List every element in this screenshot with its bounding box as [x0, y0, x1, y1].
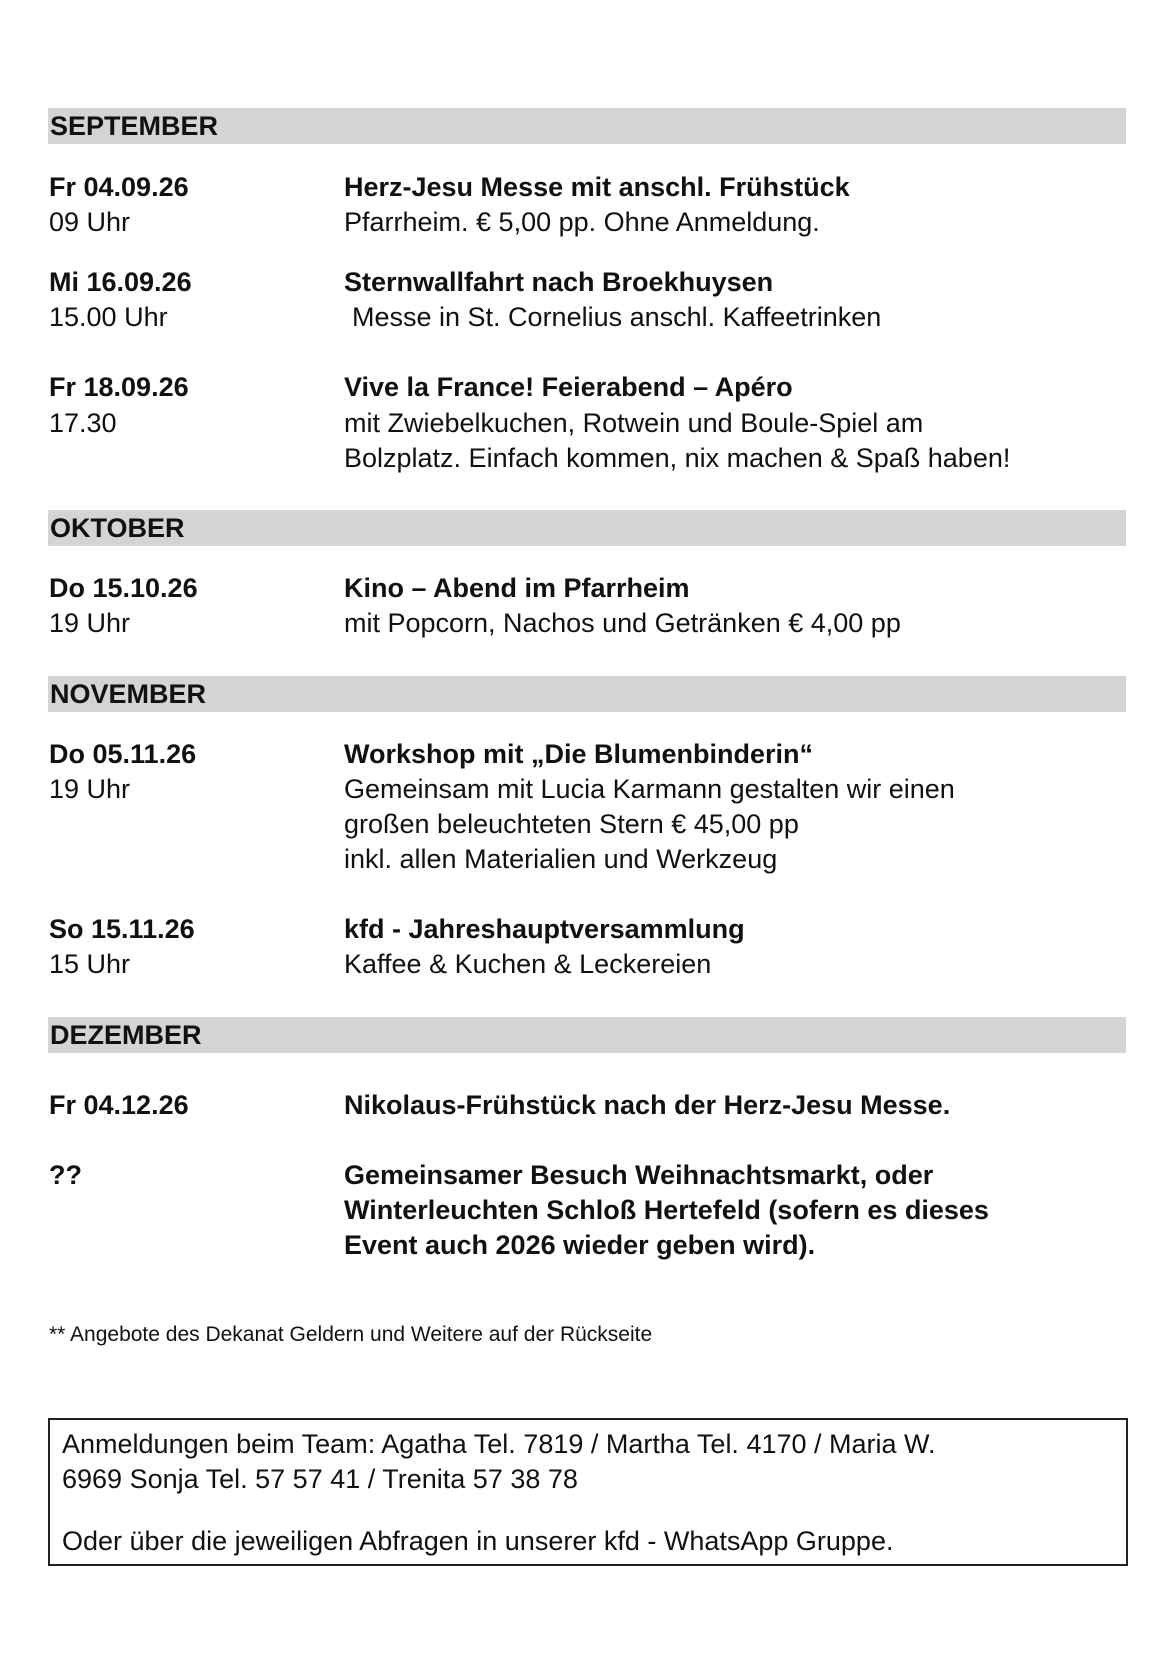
event-detail: Kaffee & Kuchen & Leckereien: [344, 949, 712, 979]
event-detail: inkl. allen Materialien und Werkzeug: [344, 844, 778, 874]
contact-line: Anmeldungen beim Team: Agatha Tel. 7819 / Martha Tel. 4170 / Maria W.: [62, 1429, 936, 1459]
event-time: 09 Uhr: [49, 207, 131, 237]
event-title: Vive la France! Feierabend – Apéro: [344, 372, 793, 402]
event-date: Fr 04.09.26: [49, 172, 189, 202]
event-time: 19 Uhr: [49, 608, 131, 638]
contact-line: Oder über die jeweiligen Abfragen in unserer kfd - WhatsApp Gruppe.: [62, 1526, 894, 1556]
event-time: 15.00 Uhr: [49, 302, 168, 332]
event-detail: Pfarrheim. € 5,00 pp. Ohne Anmeldung.: [344, 207, 820, 237]
event-title: Winterleuchten Schloß Hertefeld (sofern es dieses: [344, 1195, 989, 1225]
event-detail: Gemeinsam mit Lucia Karmann gestalten wir einen: [344, 774, 955, 804]
event-date: Mi 16.09.26: [49, 267, 192, 297]
footnote: ** Angebote des Dekanat Geldern und Weitere auf der Rückseite: [49, 1323, 653, 1346]
event-title: Workshop mit „Die Blumenbinderin“: [344, 739, 814, 769]
event-date: Fr 18.09.26: [49, 372, 189, 402]
event-date: Fr 04.12.26: [49, 1090, 189, 1120]
event-title: Gemeinsamer Besuch Weihnachtsmarkt, oder: [344, 1160, 934, 1190]
contact-box: [48, 1418, 1128, 1566]
event-time: 15 Uhr: [49, 949, 131, 979]
event-title: Nikolaus-Frühstück nach der Herz-Jesu Messe.: [344, 1090, 951, 1120]
event-date: So 15.11.26: [49, 914, 195, 944]
event-detail: Bolzplatz. Einfach kommen, nix machen & Spaß haben!: [344, 443, 1011, 473]
event-title: Kino – Abend im Pfarrheim: [344, 573, 690, 603]
event-title: Herz-Jesu Messe mit anschl. Frühstück: [344, 172, 850, 202]
month-header-september: SEPTEMBER: [48, 108, 1126, 144]
month-header-oktober: OKTOBER: [48, 510, 1126, 546]
event-date: Do 05.11.26: [49, 739, 197, 769]
event-date: ??: [49, 1160, 82, 1190]
event-detail: mit Zwiebelkuchen, Rotwein und Boule-Spiel am: [344, 408, 924, 438]
month-header-november: NOVEMBER: [48, 676, 1126, 712]
contact-line: 6969 Sonja Tel. 57 57 41 / Trenita 57 38 78: [62, 1464, 578, 1494]
event-title: Event auch 2026 wieder geben wird).: [344, 1230, 816, 1260]
event-detail: Messe in St. Cornelius anschl. Kaffeetrinken: [352, 302, 882, 332]
event-detail: mit Popcorn, Nachos und Getränken € 4,00 pp: [344, 608, 901, 638]
event-detail: großen beleuchteten Stern € 45,00 pp: [344, 809, 799, 839]
event-title: Sternwallfahrt nach Broekhuysen: [344, 267, 774, 297]
event-time: 17.30: [49, 408, 117, 438]
month-header-dezember: DEZEMBER: [48, 1017, 1126, 1053]
event-time: 19 Uhr: [49, 774, 131, 804]
event-date: Do 15.10.26: [49, 573, 198, 603]
event-title: kfd - Jahreshauptversammlung: [344, 914, 745, 944]
